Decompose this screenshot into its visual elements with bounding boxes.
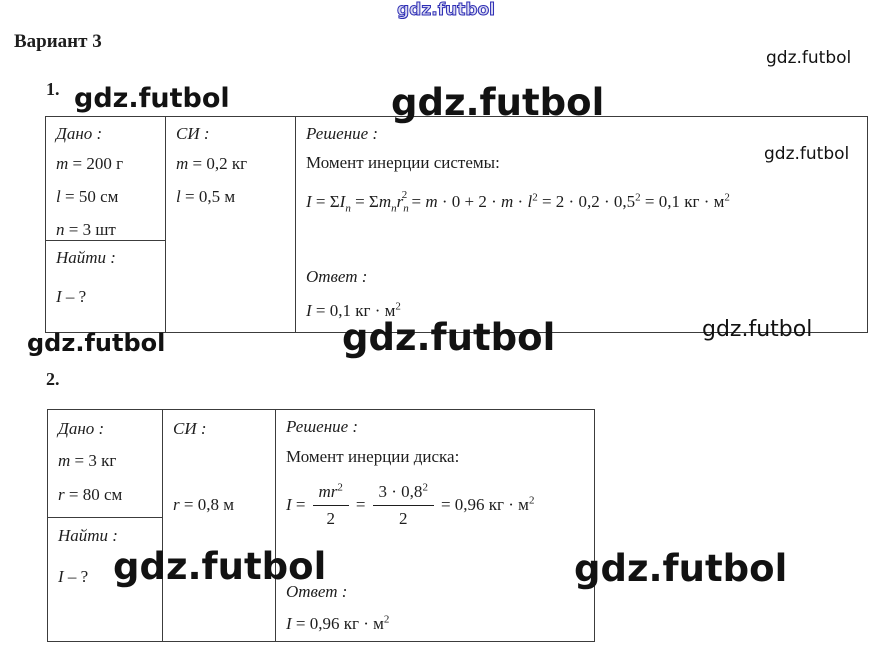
answer-label: Ответ : (306, 267, 368, 286)
watermark-solution1: gdz.futbol (764, 144, 850, 164)
given-line: l = 50 см (56, 187, 119, 206)
formula-2: I = $\frac{mr^2}{2}$ = $\frac{3 \cdot 0,8^2}{2}$ = 0,96 кг · $м^2$ (286, 480, 535, 528)
fraction: $\frac{3 \cdot 0,8^2}{2}$ (373, 482, 434, 529)
find-line: I – ? (56, 287, 87, 306)
si-label: СИ : (173, 419, 207, 438)
given-label: Дано : (56, 124, 103, 143)
table-problem-1 (45, 116, 868, 333)
watermark-top-center: gdz.futbol (397, 0, 495, 20)
si-line: m = 0,2 кг (176, 154, 248, 173)
watermark-bottom-left: gdz.futbol (113, 545, 327, 588)
watermark-mid-center: gdz.futbol (342, 316, 556, 359)
watermark-problem1-left: gdz.futbol (74, 83, 230, 114)
cell-given-1 (46, 117, 165, 241)
si-line: r = 0,8 м (173, 495, 234, 514)
solution-text-2: Момент инерции диска: (286, 447, 460, 466)
si-label: СИ : (176, 124, 210, 143)
find-label: Найти : (56, 248, 116, 267)
given-line: n = 3 шт (56, 220, 116, 239)
watermark-bottom-right: gdz.futbol (574, 547, 788, 590)
watermark-mid-left: gdz.futbol (27, 329, 166, 357)
column-si-2 (163, 410, 276, 641)
column-given-2 (48, 410, 163, 641)
problem-1-number: 1. (46, 79, 60, 99)
solution-label: Решение : (306, 124, 379, 143)
given-line: m = 3 кг (58, 451, 117, 470)
cell-find-1 (46, 241, 165, 315)
answer-label: Ответ : (286, 582, 348, 601)
watermark-problem1-center: gdz.futbol (391, 81, 605, 124)
column-given-1 (46, 117, 166, 332)
cell-si-1 (166, 117, 295, 213)
solution-label: Решение : (286, 417, 359, 436)
watermark-top-right: gdz.futbol (766, 48, 852, 68)
spacer (286, 537, 590, 577)
find-line: I – ? (58, 567, 89, 586)
column-solution-2 (276, 410, 596, 641)
answer-1: I = 0,1 кг · $м^2$ (306, 300, 401, 320)
given-line: m = 200 г (56, 154, 124, 173)
given-line: r = 80 см (58, 485, 123, 504)
cell-solution-2 (276, 410, 596, 641)
problem-2-number: 2. (46, 369, 60, 389)
cell-given-2 (48, 410, 162, 518)
si-line: l = 0,5 м (176, 187, 236, 206)
cell-si-2 (163, 410, 275, 522)
table-problem-2 (47, 409, 595, 642)
watermark-mid-right: gdz.futbol (702, 317, 813, 342)
fraction: $\frac{mr^2}{2}$ (313, 482, 349, 529)
answer-2: I = 0,96 кг · $м^2$ (286, 613, 390, 633)
find-label: Найти : (58, 526, 118, 545)
spacer (306, 225, 863, 261)
column-si-1 (166, 117, 296, 332)
solution-text-1: Момент инерции системы: (306, 153, 500, 172)
spacer (173, 444, 269, 488)
formula-1: $I = \Sigma I_n = \Sigma m_nr_n^2 = m \cdot 0 + 2 \cdot m \cdot l^2 = 2 \cdot 0,2 \cdot 0,5^2 = 0,1$ кг · $м^2$ (306, 189, 730, 215)
given-label: Дано : (58, 419, 105, 438)
variant-title: Вариант 3 (14, 31, 102, 52)
